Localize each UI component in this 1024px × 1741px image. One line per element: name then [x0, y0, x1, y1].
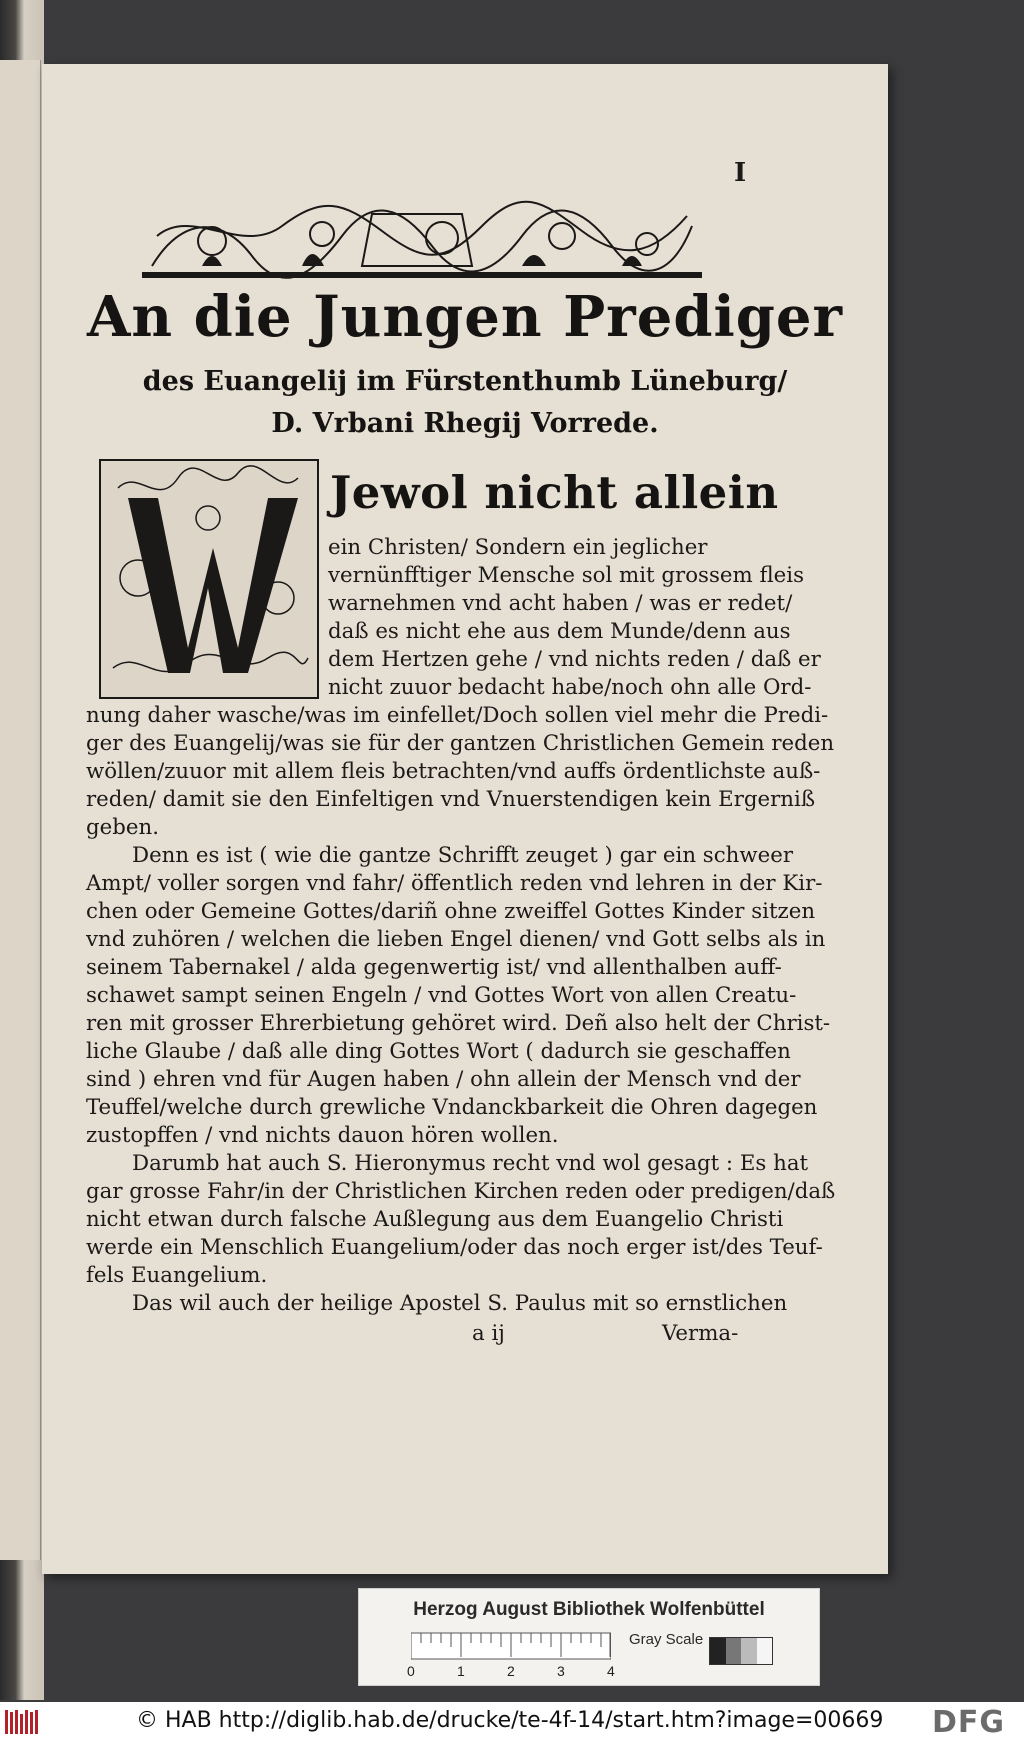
text-line: gar grosse Fahr/in der Christlichen Kirchen reden oder predigen/daß	[86, 1179, 836, 1204]
gray-patch	[710, 1638, 726, 1664]
adjacent-page-edge	[0, 60, 41, 1560]
text-line: werde ein Menschlich Euangelium/oder das noch erger ist/des Teuf-	[86, 1235, 823, 1260]
page-number: I	[734, 158, 747, 188]
text-line: schawet sampt seinen Engeln / vnd Gottes Wort von allen Creatu-	[86, 983, 797, 1008]
ruler-number: 2	[507, 1663, 515, 1679]
text-line: Denn es ist ( wie die gantze Schrifft zeuget ) gar ein schweer	[132, 843, 793, 868]
text-line: nicht zuuor bedacht habe/noch ohn alle Ord-	[328, 675, 812, 700]
text-line: Das wil auch der heilige Apostel S. Paulus mit so ernstlichen	[132, 1291, 788, 1316]
text-line: warnehmen vnd acht haben / was er redet/	[328, 591, 793, 616]
text-line: ger des Euangelij/was sie für der gantzen Christlichen Gemein reden	[86, 731, 835, 756]
gray-patch	[757, 1638, 773, 1664]
woodcut-ornament	[142, 196, 702, 282]
color-reference-card	[358, 1588, 820, 1686]
text-line: fels Euangelium.	[86, 1263, 268, 1288]
text-line: liche Glaube / daß alle ding Gottes Wort ( dadurch sie geschaffen	[86, 1039, 791, 1064]
page-title: An die Jungen Prediger	[86, 284, 844, 350]
ruler	[411, 1627, 611, 1663]
footer-copyright-url[interactable]: © HAB http://diglib.hab.de/drucke/te-4f-14/start.htm?image=00669	[136, 1708, 884, 1733]
text-line: Teuffel/welche durch grewliche Vndanckbarkeit die Ohren dagegen	[86, 1095, 818, 1120]
decorated-initial-w	[98, 458, 320, 700]
gray-patch	[726, 1638, 742, 1664]
ruler-number: 0	[407, 1663, 415, 1679]
text-line: zustopffen / vnd nichts dauon hören wollen.	[86, 1123, 559, 1148]
hab-logo-icon	[4, 1708, 42, 1736]
text-line: geben.	[86, 815, 159, 840]
catchword: Verma-	[662, 1321, 739, 1346]
text-line: dem Hertzen gehe / vnd nichts reden / daß er	[328, 647, 821, 672]
footer-bar	[0, 1702, 1024, 1741]
text-line: vernünfftiger Mensche sol mit grossem fleis	[328, 563, 804, 588]
dfg-logo: DFG	[932, 1705, 1006, 1740]
text-line: reden/ damit sie den Einfeltigen vnd Vnuerstendigen kein Ergerniß	[86, 787, 816, 812]
text-line: chen oder Gemeine Gottes/dariñ ohne zweiffel Gottes Kinder sitzen	[86, 899, 816, 924]
text-line: seinem Tabernakel / alda gegenwertig ist/ vnd allenthalben auff-	[86, 955, 782, 980]
text-line: daß es nicht ehe aus dem Munde/denn aus	[328, 619, 791, 644]
text-line: ein Christen/ Sondern ein jeglicher	[328, 535, 708, 560]
text-line: wöllen/zuuor mit allem fleis betrachten/vnd auffs ördentlichste auß-	[86, 759, 821, 784]
subtitle-line-2: D. Vrbani Rhegij Vorrede.	[271, 408, 659, 439]
signature-mark: a ij	[472, 1321, 505, 1346]
text-line: sind ) ehren vnd für Augen haben / ohn allein der Mensch vnd der	[86, 1067, 801, 1092]
lead-line: Jewol nicht allein	[330, 466, 779, 519]
gray-scale-label: Gray Scale	[629, 1631, 704, 1648]
subtitle-line-1: des Euangelij im Fürstenthumb Lüneburg/	[142, 366, 788, 397]
text-line: Darumb hat auch S. Hieronymus recht vnd wol gesagt : Es hat	[132, 1151, 809, 1176]
ruler-number: 3	[557, 1663, 565, 1679]
text-line: nung daher wasche/was im einfellet/Doch sollen viel mehr die Predi-	[86, 703, 829, 728]
text-line: nicht etwan durch falsche Außlegung aus dem Euangelio Christi	[86, 1207, 784, 1232]
book-page	[42, 64, 888, 1574]
text-line: vnd zuhören / welchen die lieben Engel dienen/ vnd Gott selbs als in	[86, 927, 826, 952]
ruler-number: 1	[457, 1663, 465, 1679]
ruler-number: 4	[607, 1663, 615, 1679]
text-line: Ampt/ voller sorgen vnd fahr/ öffentlich reden vnd lehren in der Kir-	[86, 871, 823, 896]
text-line: ren mit grosser Ehrerbietung gehöret wird. Deñ also helt der Christ-	[86, 1011, 831, 1036]
gray-scale-patches	[709, 1637, 773, 1665]
gray-patch	[741, 1638, 757, 1664]
card-title: Herzog August Bibliothek Wolfenbüttel	[413, 1599, 765, 1620]
